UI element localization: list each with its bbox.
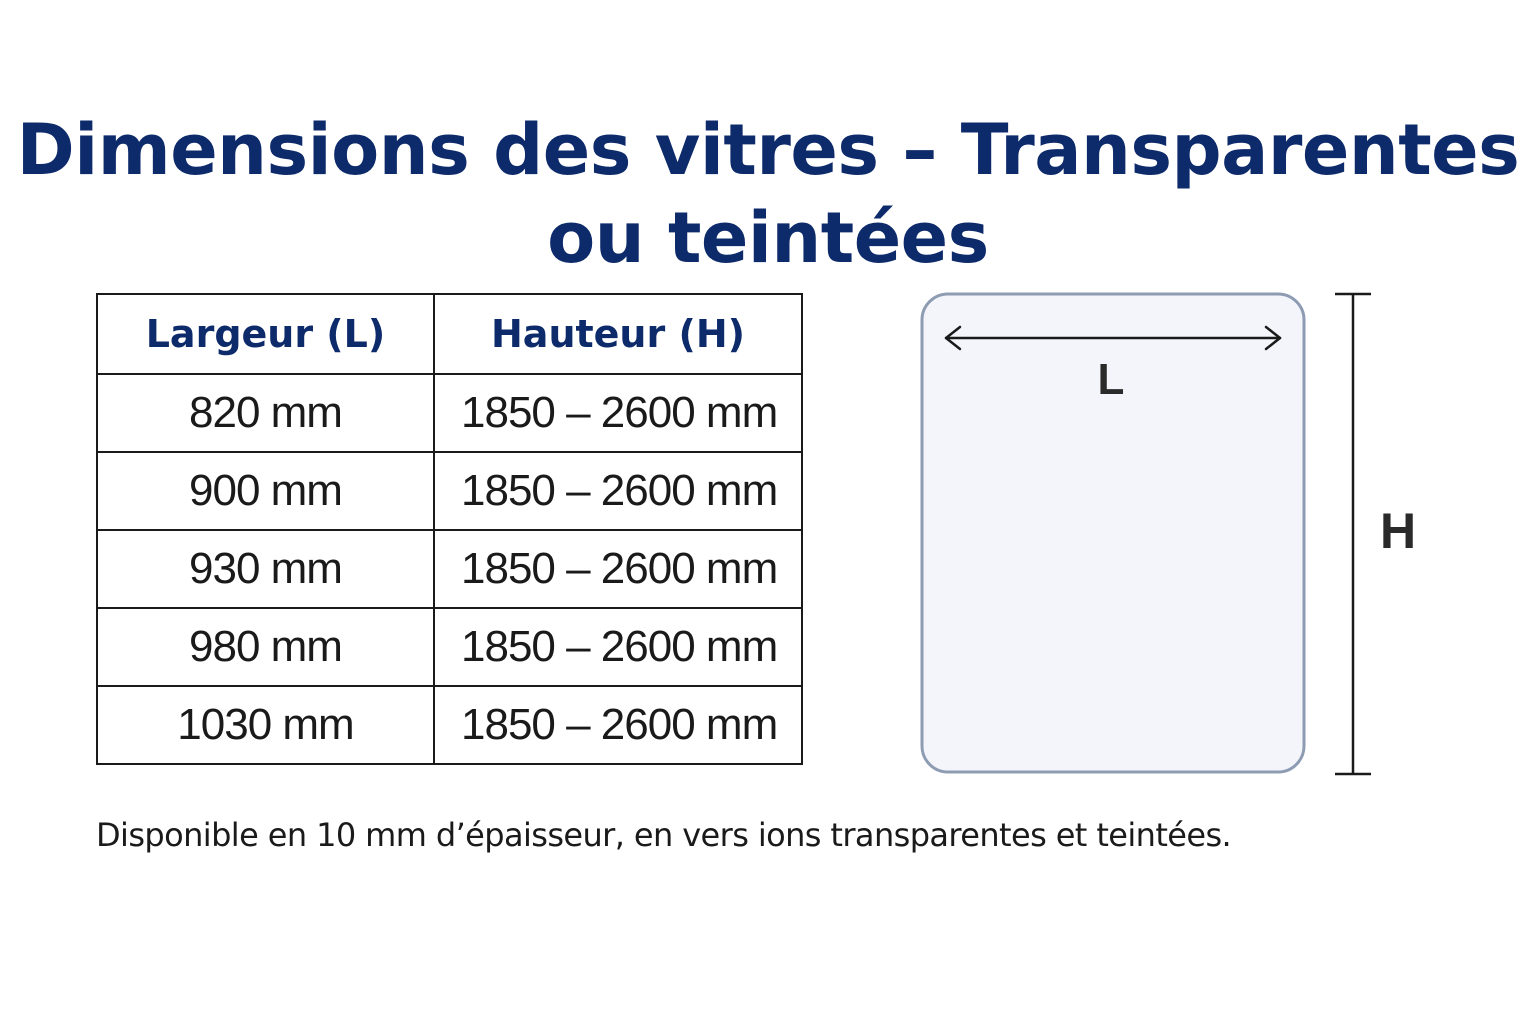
- table-row: [97, 686, 802, 764]
- availability-note: Disponible en 10 mm d’épaisseur, en vers ions transparentes et teintées.: [96, 816, 1232, 854]
- width-cell: 930 mm: [97, 530, 434, 608]
- height-cell: 1850 – 2600 mm: [434, 452, 802, 530]
- dimensions-table: [96, 293, 803, 765]
- table-row: [97, 530, 802, 608]
- width-cell: 900 mm: [97, 452, 434, 530]
- column-header-width: Largeur (L): [97, 294, 434, 374]
- width-cell: 1030 mm: [97, 686, 434, 764]
- height-cell: 1850 – 2600 mm: [434, 374, 802, 452]
- column-header-height: Hauteur (H): [434, 294, 802, 374]
- width-cell: 980 mm: [97, 608, 434, 686]
- height-cell: 1850 – 2600 mm: [434, 530, 802, 608]
- width-cell: 820 mm: [97, 374, 434, 452]
- table-row: [97, 374, 802, 452]
- table-row: [97, 608, 802, 686]
- glass-panel-diagram: [900, 280, 1460, 790]
- page-title: [0, 106, 1536, 282]
- title-line-2: ou teintées: [547, 197, 989, 279]
- title-line-1: Dimensions des vitres – Transparentes: [16, 109, 1520, 191]
- height-cell: 1850 – 2600 mm: [434, 608, 802, 686]
- height-label: H: [1379, 503, 1417, 559]
- table-header-row: [97, 294, 802, 374]
- width-label: L: [1097, 355, 1125, 404]
- height-dimension-icon: [1335, 294, 1371, 774]
- table-row: [97, 452, 802, 530]
- height-cell: 1850 – 2600 mm: [434, 686, 802, 764]
